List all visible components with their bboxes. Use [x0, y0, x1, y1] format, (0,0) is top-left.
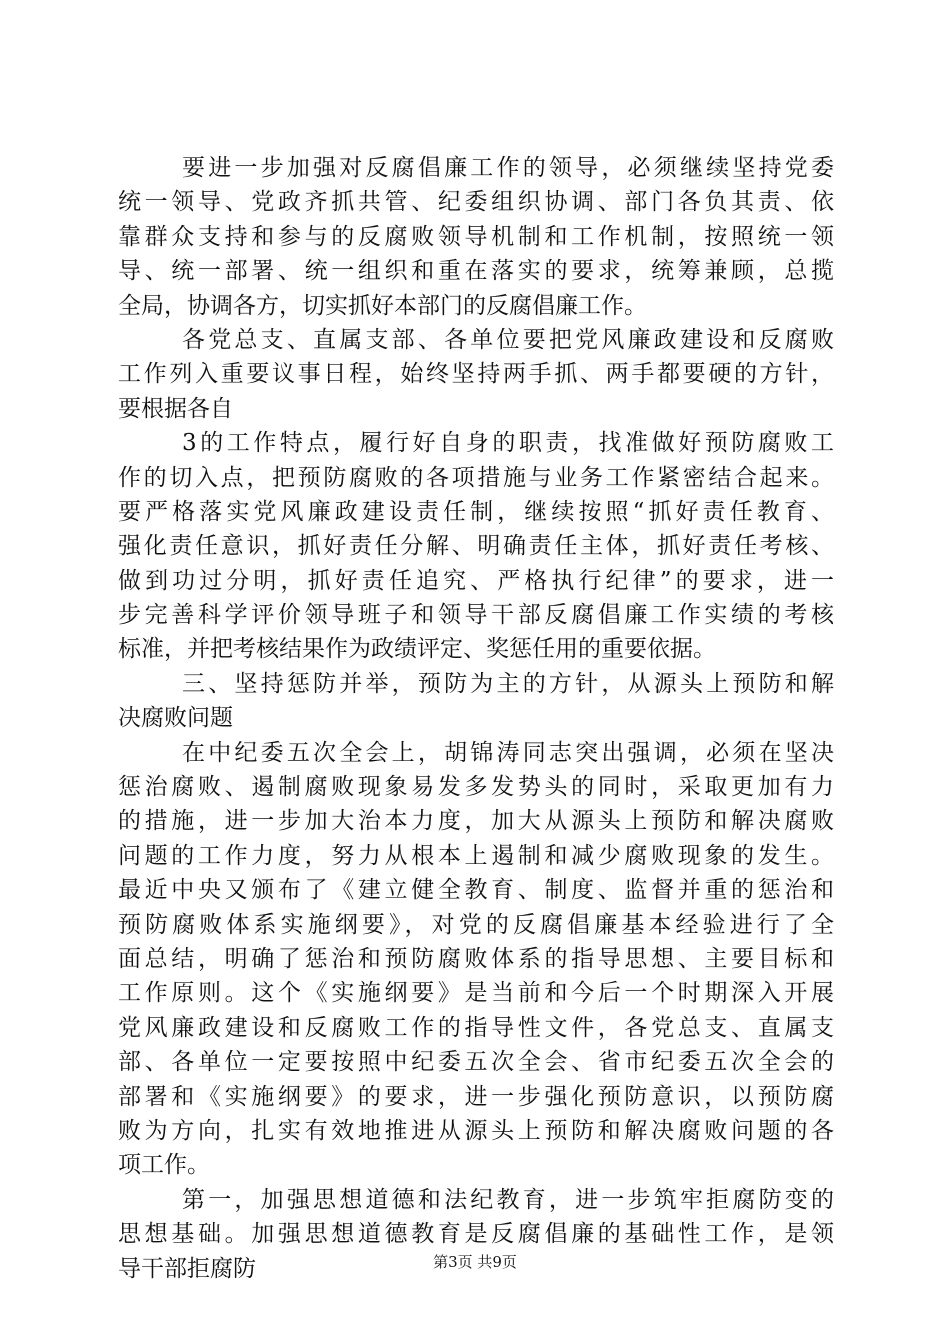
text-line: 的措施，进一步加大治本力度，加大从源头上预防和解决腐败: [118, 808, 834, 835]
text-line: 三、坚持惩防并举，预防为主的方针，从源头上预防和解: [182, 670, 834, 697]
text-line: 作的切入点，把预防腐败的各项措施与业务工作紧密结合起来。: [118, 464, 834, 491]
text-line: 工作原则。这个《实施纲要》是当前和今后一个时期深入开展: [118, 980, 834, 1007]
text-line: 最近中央又颁布了《建立健全教育、制度、监督并重的惩治和: [118, 877, 834, 904]
text-line: 思想基础。加强思想道德教育是反腐倡廉的基础性工作，是领: [118, 1221, 834, 1248]
text-line: 各党总支、直属支部、各单位要把党风廉政建设和反腐败: [182, 326, 834, 353]
text-line: 全局，协调各方，切实抓好本部门的反腐倡廉工作。: [118, 292, 647, 319]
text-line: 部署和《实施纲要》的要求，进一步强化预防意识，以预防腐: [118, 1083, 834, 1110]
body-text: [118, 151, 834, 1286]
text-line: 预防腐败体系实施纲要》，对党的反腐倡廉基本经验进行了全: [118, 911, 834, 938]
text-line: 要进一步加强对反腐倡廉工作的领导，必须继续坚持党委: [182, 155, 834, 181]
text-line: 党风廉政建设和反腐败工作的指导性文件，各党总支、直属支: [118, 1014, 834, 1041]
text-line: 要根据各自: [118, 395, 233, 422]
text-line: 统一领导、党政齐抓共管、纪委组织协调、部门各负其责、依: [118, 189, 834, 216]
text-line: 做到功过分明，抓好责任追究、严格执行纪律”的要求，进一: [118, 567, 834, 594]
text-line: 靠群众支持和参与的反腐败领导机制和工作机制，按照统一领: [118, 223, 834, 250]
text-line: 标准，并把考核结果作为政绩评定、奖惩任用的重要依据。: [118, 636, 716, 663]
text-line: 第一，加强思想道德和法纪教育，进一步筑牢拒腐防变的: [182, 1186, 834, 1213]
text-line: 导干部拒腐防: [118, 1255, 256, 1282]
page-footer: 第3页 共9页: [433, 1253, 517, 1271]
text-line: 部、各单位一定要按照中纪委五次全会、省市纪委五次全会的: [118, 1049, 834, 1076]
text-line: 3的工作特点，履行好自身的职责，找准做好预防腐败工: [182, 430, 834, 457]
text-line: 面总结，明确了惩治和预防腐败体系的指导思想、主要目标和: [118, 945, 834, 972]
text-line: 要严格落实党风廉政建设责任制，继续按照“抓好责任教育、: [118, 498, 834, 525]
text-line: 决腐败问题: [118, 705, 233, 732]
text-line: 惩治腐败、遏制腐败现象易发多发势头的同时，采取更加有力: [118, 774, 834, 801]
text-line: 项工作。: [118, 1152, 210, 1179]
text-line: 强化责任意识，抓好责任分解、明确责任主体，抓好责任考核、: [118, 533, 834, 560]
text-line: 导、统一部署、统一组织和重在落实的要求，统筹兼顾，总揽: [118, 258, 834, 285]
text-line: 败为方向，扎实有效地推进从源头上预防和解决腐败问题的各: [118, 1117, 834, 1144]
text-line: 问题的工作力度，努力从根本上遏制和减少腐败现象的发生。: [118, 842, 834, 869]
text-line: 在中纪委五次全会上，胡锦涛同志突出强调，必须在坚决: [182, 739, 834, 766]
text-line: 步完善科学评价领导班子和领导干部反腐倡廉工作实绩的考核: [118, 602, 834, 629]
text-line: 工作列入重要议事日程，始终坚持两手抓、两手都要硬的方针，: [118, 361, 834, 388]
